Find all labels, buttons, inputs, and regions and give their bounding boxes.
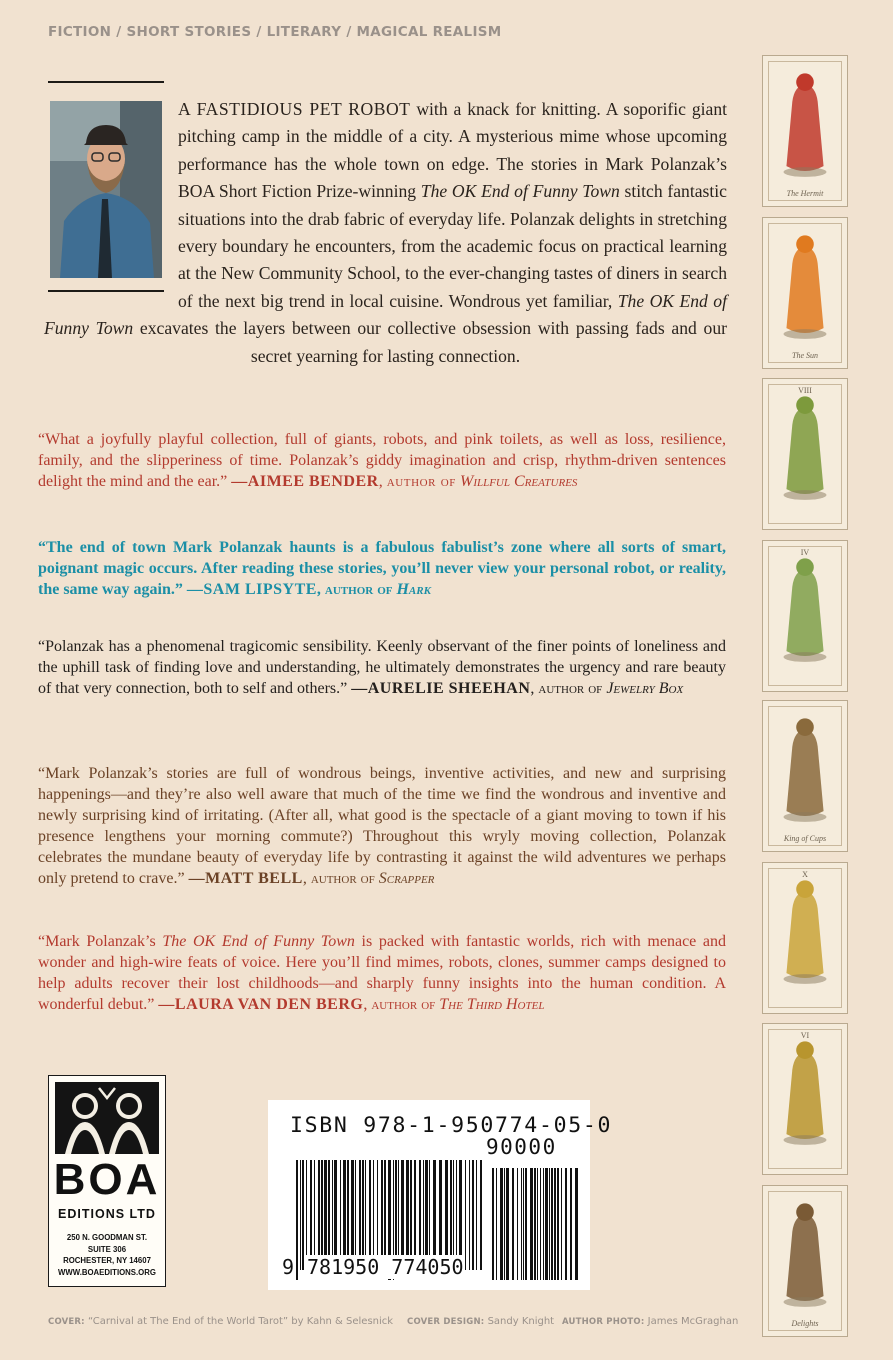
blurb-quote-van-den-berg: “Mark Polanzak’s The OK End of Funny Town is packed with fantastic worlds, rich with menace and wonder and high-wire feats of voice. Here you’ll find mimes, robots, clones, summer camps designed to help adults recover their lost childhoods—and sharply funny insights into the human condition. A wonderful debut.” —LAURA VAN DEN BERG, author of The Third Hotel [38,933,727,1013]
tarot-card [762,540,848,692]
price-barcode-bar [517,1168,518,1280]
tarot-figure [763,541,847,691]
blurb-quote-lipsyte: “The end of town Mark Polanzak haunts is a fabulous fabulist’s zone where all sorts of smart, poignant magic occurs. After reading these stories, you’ll never view your personal robot, or reality, the same way again.” —SAM LIPSYTE, author of Hark [38,539,726,598]
barcode-bar [414,1160,416,1270]
quote-book: Willful Creatures [459,473,578,490]
barcode-bar [476,1160,477,1270]
cover-credit-value: “Carnival at The End of the World Tarot” by Kahn & Selesnick [87,1316,394,1327]
tarot-card [762,862,848,1014]
quote-text: “Polanzak has a phenomenal tragicomic sensibility. Keenly observant of the finer points of loneliness and the uphill task of finding love and understanding, he ultimately demonstrates the urgency and rare beauty of that very connection, both to self and others.” [38,638,726,697]
quote-author-of: author of [386,473,456,490]
price-barcode-bar [506,1168,509,1280]
quote-attribution: —AIMEE BENDER [231,473,379,490]
barcode-bar [328,1160,330,1270]
barcode-bar [401,1160,404,1270]
barcode-bar [359,1160,361,1270]
tarot-card [762,1023,848,1175]
price-barcode-bar [512,1168,514,1280]
price-barcode-bar [537,1168,538,1280]
logo-emblem [55,1082,159,1154]
photo-credit-value: James McGraghan [647,1316,739,1327]
design-credit-label: COVER DESIGN: [407,1317,485,1327]
barcode-bar [340,1160,341,1270]
barcode-bar [480,1160,482,1270]
price-barcode-bar [557,1168,559,1280]
address-line-2: SUITE 306 [87,1244,127,1254]
barcode-bar [362,1160,364,1270]
barcode-bar [384,1160,386,1270]
quote-attribution: —MATT BELL [188,870,303,887]
quote-book: Jewelry Box [606,680,684,697]
barcode-bar [419,1160,421,1270]
barcode-lead-digit: 9 [282,1255,295,1279]
barcode-bar [365,1160,366,1270]
tarot-numeral: VIII [798,386,812,395]
address-line-1: 250 N. GOODMAN ST. [66,1233,148,1242]
publisher-name: BOA [53,1155,161,1204]
barcode-bar [300,1160,301,1270]
barcode-digits: 781950 774050 [307,1255,464,1279]
price-code: 90000 [486,1135,557,1159]
tarot-caption: The Hermit [786,189,824,198]
barcode-bar [469,1160,470,1270]
tarot-numeral: X [802,870,808,879]
photo-spacer [44,96,178,296]
tarot-card [762,217,848,369]
tarot-card [762,378,848,530]
barcode-bar [355,1160,356,1270]
quote-author-of: author of [371,996,436,1013]
price-barcode-bar [530,1168,533,1280]
blurb-quote-bender: “What a joyfully playful collection, full of giants, robots, and pink toilets, as well as loss, resilience, family, and the slipperiness of time. Polanzak’s giddy imagination and crisp, rhythm-driven sentences delight the mind and the ear.” —AIMEE BENDER, author of Willful Creatures [38,431,726,490]
barcode-bar [472,1160,474,1270]
tarot-card [762,1185,848,1337]
publisher-address [49,1232,165,1278]
price-barcode-bar [551,1168,553,1280]
barcode-bar [406,1160,409,1270]
design-credit-value: Sandy Knight [487,1316,555,1327]
tarot-figure [763,1024,847,1174]
tarot-card [762,700,848,852]
top-rule [48,81,164,83]
tarot-card [762,55,848,207]
design-credit [407,1316,554,1327]
publisher-website: WWW.BOAEDITIONS.ORG [58,1267,156,1277]
description-text-1: with a knack for knitting. A soporific giant pitching camp in the middle of a city. A mysterious mime whose upcoming performance has the whole town on edge. The stories in Mark Polanzak’s BOA Short Fiction Prize-winning [178,99,728,202]
tarot-figure [763,218,847,368]
barcode-bar [453,1160,454,1270]
price-barcode-bar [492,1168,494,1280]
price-barcode-bar [561,1168,562,1280]
barcode-bar [445,1160,448,1270]
quote-book: Hark [396,581,431,598]
publisher-logo [48,1075,166,1287]
price-barcode-bar [549,1168,550,1280]
price-barcode-bar [543,1168,544,1280]
barcode-bar [439,1160,442,1270]
publisher-subtitle: EDITIONS LTD [58,1207,156,1221]
barcode-bar [423,1160,424,1270]
cover-credit [48,1316,393,1327]
barcode-bar [381,1160,383,1270]
quote-author-of: author of [538,680,603,697]
barcode-bar [302,1160,304,1270]
barcode-bar [343,1160,346,1270]
book-description [44,96,727,370]
price-barcode-bar [496,1168,497,1280]
quote-book: Scrapper [378,870,435,887]
barcode-bar [459,1160,462,1270]
price-barcode-bar [525,1168,527,1280]
blurb-quote-bell: “Mark Polanzak’s stories are full of wondrous beings, inventive activities, and new and surprising happenings—and they’re also well aware that much of the time we find the wondrous and inventive and newly surprising kind of irritating. (After all, what good is the spectacle of a giant moving to town if his presence lengthens your morning commute?) Throughout this wryly moving collection, Polanzak celebrates the mundane beauty of everyday life by contrasting it against the wild adventures we perhaps only pretend to crave.” —MATT BELL, author of Scrapper [38,765,726,887]
barcode-bar [334,1160,337,1270]
barcode-bar [310,1160,312,1270]
price-barcode-bar [521,1168,522,1280]
price-barcode-bar [570,1168,572,1280]
price-barcode-bar [554,1168,556,1280]
quote-title: The OK End of Funny Town [162,933,355,950]
tarot-numeral: IV [800,548,810,557]
barcode-bar [377,1160,378,1270]
quote-pre: “Mark Polanzak’s [38,933,163,950]
quote-text: is packed with fantastic worlds, rich with menace and wonder and high-wire feats of voice. Here you’ll find mimes, robots, clones, summer camps designed to help adults recover their lost childhoods—and sharply funny insights into the human condition. A wonderful debut.” [38,933,727,1013]
barcode-bar [324,1160,327,1270]
barcode-bar [395,1160,397,1270]
barcode-bar [373,1160,374,1270]
barcode-bar [318,1160,320,1270]
photo-credit [562,1316,738,1327]
barcode-bar [306,1160,307,1270]
isbn-number: ISBN 978-1-950774-05-0 [290,1113,613,1138]
quote-text: “Mark Polanzak’s stories are full of wondrous beings, inventive activities, and new and surprising happenings—and they’re also well aware that much of the time we find the wondrous and inventive and newly surprising kind of irritating. (After all, what good is the spectacle of a giant moving to town if his presence lengthens your morning commute?) Throughout this wryly moving collection, Polanzak celebrates the mundane beauty of everyday life by contrasting it against the wild adventures we perhaps only pretend to crave.” [38,765,726,887]
tarot-figure [763,863,847,1013]
quote-attribution: —SAM LIPSYTE [186,581,317,598]
barcode-bar [433,1160,436,1270]
barcode-bar [450,1160,452,1270]
description-text-2: stitch fantastic situations into the drab fabric of everyday life. Polanzak delights in stretching every boundary he encounters, from the academic focus on practical learning at the New Community School, to the ever-changing tastes of diners in search of the next big trend in local cuisine. Wondrous yet familiar, [178,181,727,311]
description-title-1: The OK End of Funny Town [420,181,620,202]
description-text-3: excavates the layers between our collective obsession with passing fads and our secret yearning for lasting connection. [133,318,727,366]
barcode-bar [456,1160,457,1270]
barcode-bar [369,1160,371,1270]
photo-credit-label: AUTHOR PHOTO: [562,1317,645,1327]
tarot-caption: Delights [791,1319,819,1328]
barcode-bar [347,1160,349,1270]
quote-text: “The end of town Mark Polanzak haunts is a fabulous fabulist’s zone where all sorts of smart, poignant magic occurs. After reading these stories, you’ll never view your personal robot, or reality, the same way again.” [38,539,726,598]
blurb-quote-sheehan: “Polanzak has a phenomenal tragicomic sensibility. Keenly observant of the finer points of loneliness and the uphill task of finding love and understanding, he ultimately demonstrates the urgency and rare beauty of that very connection, both to self and others.” —AURELIE SHEEHAN, author of Jewelry Box [38,638,726,697]
category-line: FICTION / SHORT STORIES / LITERARY / MAGICAL REALISM [48,24,502,40]
description-lead: A FASTIDIOUS PET ROBOT [178,99,411,119]
tarot-caption: The Sun [792,351,818,360]
tarot-caption: King of Cups [783,834,827,843]
price-barcode-bar [565,1168,567,1280]
quote-book: The Third Hotel [439,996,545,1013]
barcode-bar [332,1160,333,1270]
tarot-figure [763,701,847,851]
tarot-figure [763,379,847,529]
barcode-bar [321,1160,323,1270]
quote-author-of: author of [310,870,375,887]
price-barcode-bar [540,1168,541,1280]
tarot-figure [763,56,847,206]
price-barcode-bar [523,1168,524,1280]
tarot-figure [763,1186,847,1336]
barcode-bar [314,1160,315,1270]
barcode-bar [351,1160,354,1270]
price-barcode-bar [545,1168,548,1280]
description-title-2: The OK End of Funny Town [44,290,727,339]
price-barcode-bar [575,1168,578,1280]
barcode-bar [410,1160,412,1270]
quote-attribution: —LAURA VAN DEN BERG [158,996,364,1013]
price-barcode-bar [534,1168,536,1280]
barcode-bar [398,1160,399,1270]
quote-text: “What a joyfully playful collection, full of giants, robots, and pink toilets, as well as loss, resilience, family, and the slipperiness of time. Polanzak’s giddy imagination and crisp, rhythm-driven sentences delight the mind and the ear.” [38,431,726,490]
barcode-bar [296,1160,298,1280]
isbn-barcode [268,1100,613,1290]
quote-author-of: author of [324,581,393,598]
price-barcode-bar [500,1168,503,1280]
barcode-bar [465,1160,466,1270]
quote-attribution: —AURELIE SHEEHAN [351,680,531,697]
price-barcode-bar [504,1168,505,1280]
barcode-bar [425,1160,428,1270]
cover-credit-label: COVER: [48,1317,85,1327]
tarot-numeral: VI [800,1031,810,1040]
barcode-bar [429,1160,430,1270]
address-line-3: ROCHESTER, NY 14607 [63,1256,151,1265]
